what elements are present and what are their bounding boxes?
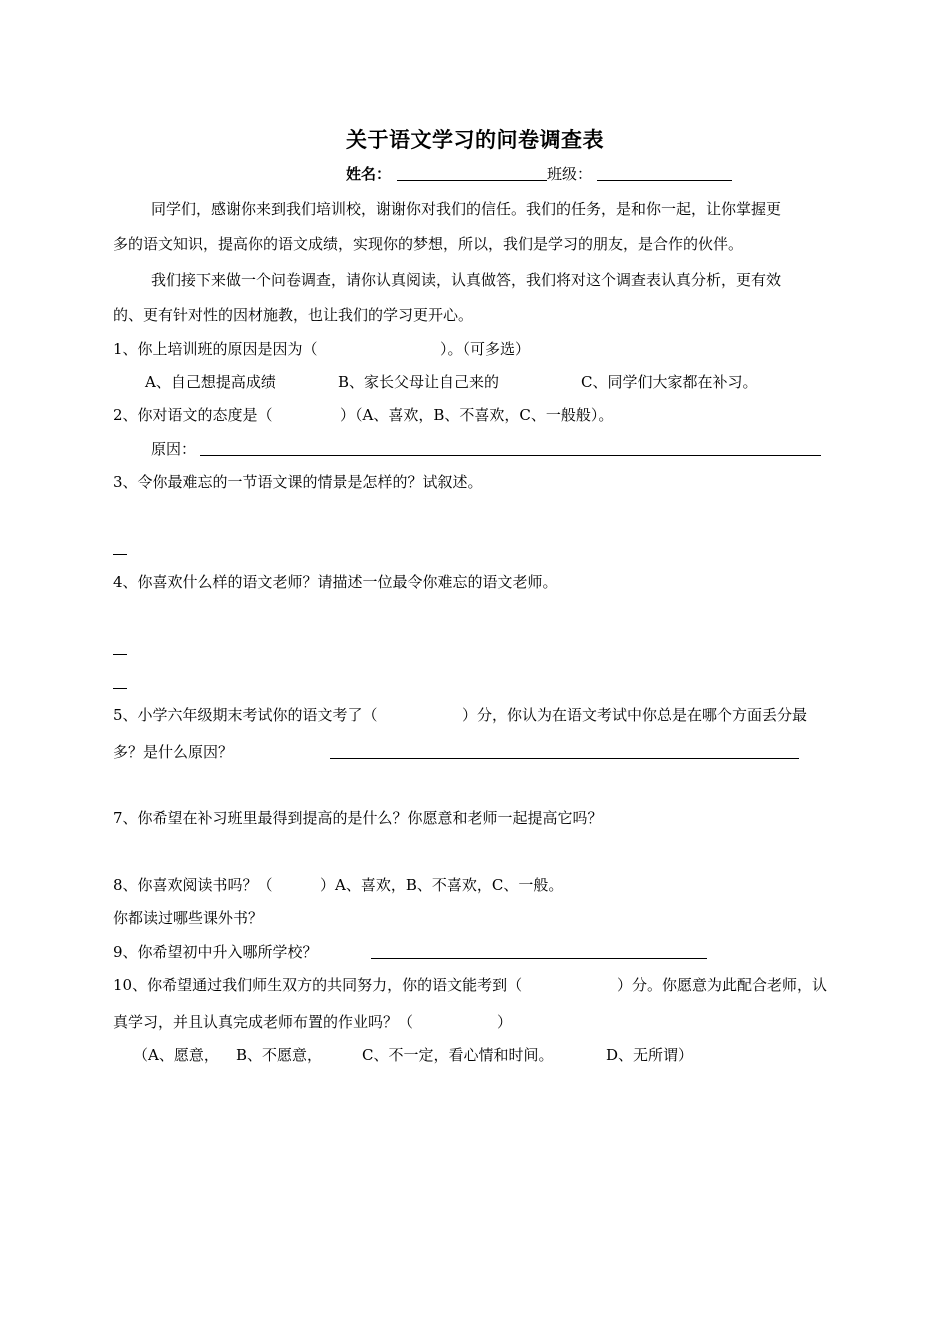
q2-reason-field[interactable] (200, 455, 821, 456)
q10-option-d: D、无所谓） (606, 1046, 694, 1064)
q10-text-end: ）分。你愿意为此配合老师，认 (617, 976, 828, 994)
q10-line2-end: ） (497, 1013, 513, 1031)
q9-answer-field[interactable] (371, 958, 707, 959)
q1-option-a: A、自己想提高成绩 (145, 373, 276, 391)
q5-text-end: ）分，你认为在语文考试中你总是在哪个方面丢分最 (462, 706, 808, 724)
q10-line2-start: 真学习，并且认真完成老师布置的作业吗？（ (113, 1013, 414, 1031)
q1-text-end: ）。（可多选） (440, 340, 531, 358)
q1-option-b: B、家长父母让自己来的 (338, 373, 500, 391)
q8-text-start: 8、你喜欢阅读书吗？（ (113, 876, 273, 894)
intro-p2-line1: 我们接下来做一个问卷调查，请你认真阅读，认真做答，我们将对这个调查表认真分析，更有效 (151, 271, 782, 289)
q2-text-end: ）（A、喜欢，B、不喜欢，C、一般般）。 (340, 406, 614, 424)
q3-text: 3、令你最难忘的一节语文课的情景是怎样的？试叙述。 (113, 473, 483, 491)
q8-text-end: ）A、喜欢，B、不喜欢，C、一般。 (320, 876, 564, 894)
class-label: 班级： (547, 165, 593, 183)
q1-option-c: C、同学们大家都在补习。 (581, 373, 758, 391)
q8-line2: 你都读过哪些课外书？ (113, 909, 264, 927)
intro-p1-line1: 同学们，感谢你来到我们培训校，谢谢你对我们的信任。我们的任务，是和你一起，让你掌握更 (151, 200, 782, 218)
q5-line2: 多？是什么原因？ (113, 743, 234, 761)
page-title: 关于语文学习的问卷调查表 (346, 127, 604, 152)
intro-p1-line2: 多的语文知识，提高你的语文成绩，实现你的梦想，所以，我们是学习的朋友，是合作的伙伴。 (113, 235, 744, 253)
q3-answer-line[interactable] (113, 554, 127, 555)
class-field[interactable] (597, 180, 732, 181)
q2-reason-label: 原因： (151, 440, 197, 458)
q2-text-start: 2、你对语文的态度是（ (113, 406, 273, 424)
q7-text: 7、你希望在补习班里最得到提高的是什么？你愿意和老师一起提高它吗？ (113, 809, 603, 827)
q1-text-start: 1、你上培训班的原因是因为（ (113, 340, 318, 358)
q4-answer-line-1[interactable] (113, 654, 127, 655)
intro-p2-line2: 的、更有针对性的因材施教，也让我们的学习更开心。 (113, 306, 474, 324)
name-label: 姓名： (346, 165, 392, 183)
q4-text: 4、你喜欢什么样的语文老师？请描述一位最令你难忘的语文老师。 (113, 573, 558, 591)
q9-text: 9、你希望初中升入哪所学校？ (113, 943, 318, 961)
q5-answer-field[interactable] (330, 758, 799, 759)
q10-option-c: C、不一定，看心情和时间。 (362, 1046, 554, 1064)
q5-text-start: 5、小学六年级期末考试你的语文考了（ (113, 706, 378, 724)
q10-text-start: 10、你希望通过我们师生双方的共同努力，你的语文能考到（ (113, 976, 523, 994)
name-field[interactable] (397, 180, 547, 181)
q4-answer-line-2[interactable] (113, 688, 127, 689)
q10-option-b: B、不愿意， (236, 1046, 323, 1064)
q10-option-a: （A、愿意， (133, 1046, 219, 1064)
